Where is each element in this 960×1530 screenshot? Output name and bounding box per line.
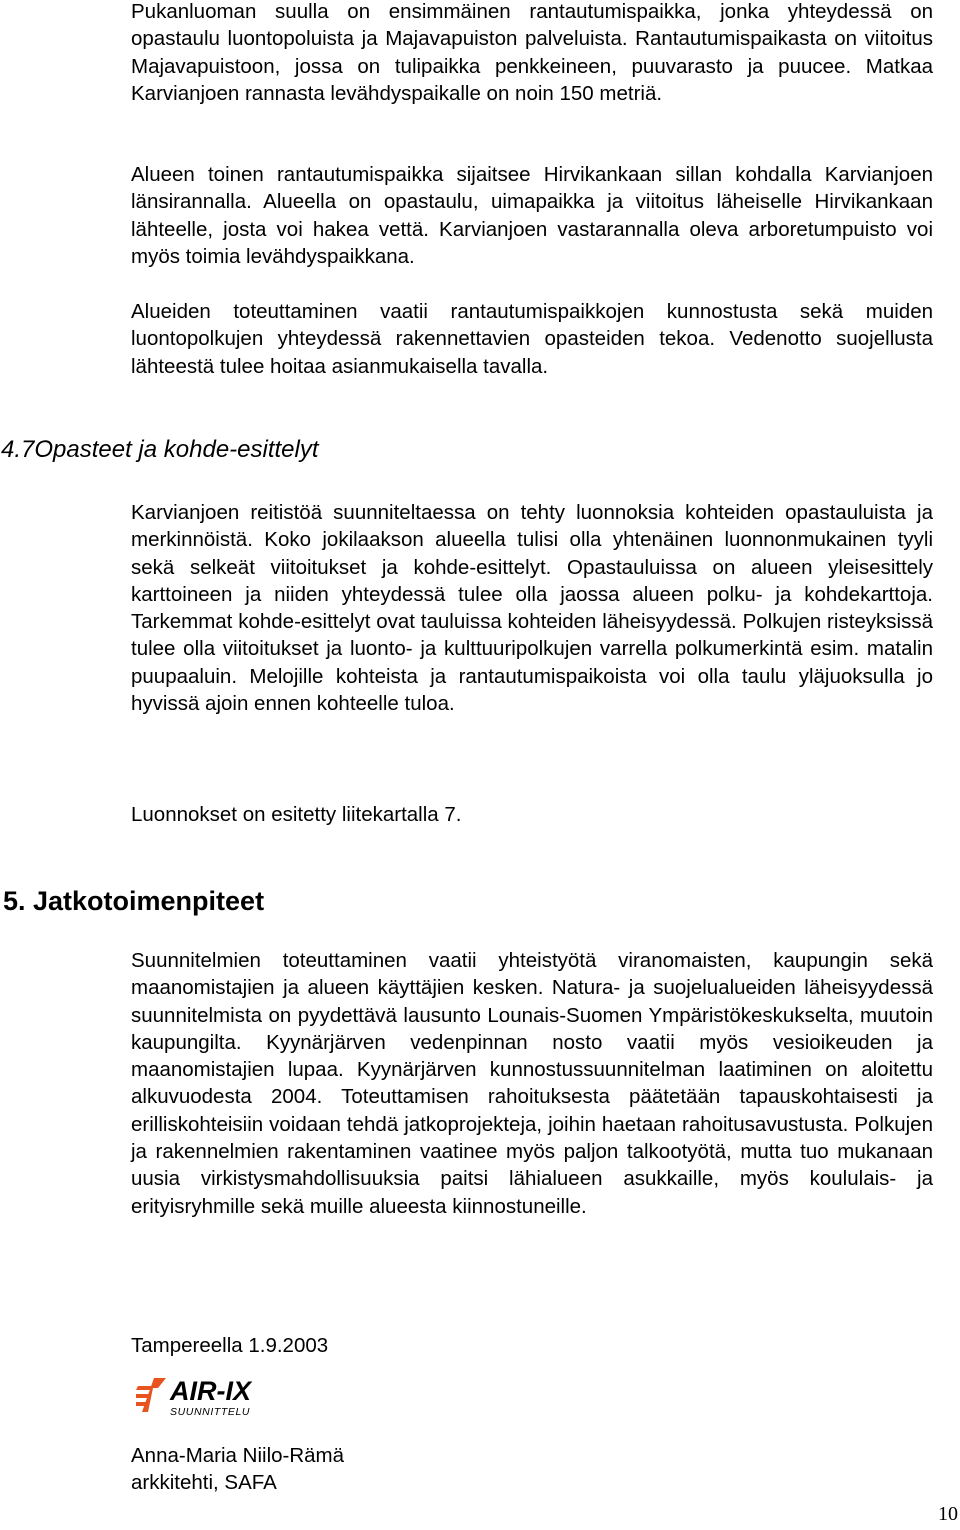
paragraph-rantautumispaikka-1: Pukanluoman suulla on ensimmäinen rantautumispaikka, jonka yhteydessä on opastaulu luontopoluista ja Majavapuiston palveluista. Rantautumispaikasta on viitoitus Majavapuistoon, jossa on tulipaikka penkkeineen, puuvarasto ja puucee. Matkaa Karvianjoen rannasta levähdyspaikalle on noin 150 metriä. [131,0,933,105]
paragraph-rantautumispaikka-2: Alueen toinen rantautumispaikka sijaitsee Hirvikankaan sillan kohdalla Karvianjoen länsirannalla. Alueella on opastaulu, uimapaikka ja viitoitus läheiselle Hirvikankaan lähteelle, josta voi hakea vettä. Karvianjoen vastarannalla oleva arboretumpuisto voi myös toimia levähdyspaikkana. [131,163,933,268]
page-number: 10 [938,1503,958,1525]
paragraph-alueiden-toteuttaminen: Alueiden toteuttaminen vaatii rantautumispaikkojen kunnostusta sekä muiden luontopolkujen yhteydessä rakennettavien opasteiden tekoa. Vedenotto suojellusta lähteestä tulee hoitaa asianmukaisella tavalla. [131,300,933,378]
airix-logo [136,1372,264,1420]
paragraph-opasteet: Karvianjoen reitistöä suunniteltaessa on tehty luonnoksia kohteiden opastauluista ja merkinnöistä. Koko jokilaakson alueella tulisi olla yhtenäinen luonnonmukainen tyyli sekä selkeät viitoitukset ja kohde-esittelyt. Opastauluissa on alueen yleisesittely karttoineen ja niiden yhteydessä tulee olla jaossa alueen polku- ja kohdekarttoja. Tarkemmat kohde-esittelyt ovat tauluissa kohteiden läheisyydessä. Polkujen risteyksissä tulee olla viitoitukset ja luonto- ja kulttuuripolkujen varrella polkumerkintä esim. matalin puupaaluin. Melojille kohteista ja rantautumispaikoista voi olla taulu yläjuoksulla jo hyvissä ajoin ennen kohteelle tuloa. [131,501,933,716]
logo-wordmark: AIR-IX [170,1376,251,1406]
section-heading-opasteet: 4.7Opasteet ja kohde-esittelyt [1,436,319,463]
paragraph-luonnokset: Luonnokset on esitetty liitekartalla 7. [131,803,462,826]
logo-a-stripe-2 [136,1394,150,1398]
paragraph-jatkotoimenpiteet: Suunnitelmien toteuttaminen vaatii yhteistyötä viranomaisten, kaupungin sekä maanomistajien ja alueen käyttäjien kesken. Natura- ja suojelualueiden läheisyydessä suunnitelmista on pyydettävä lausunto Lounais-Suomen Ympäristökeskukselta, muutoin kaupungilta. Kyynärjärven vedenpinnan nosto vaatii myös vesioikeuden ja maanomistajien lupaa. Kyynärjärven kunnostussuunnitelman laatiminen on aloitettu alkuvuodesta 2004. Toteuttamisen rahoituksesta päätetään tapauskohtaisesti ja erilliskohteisiin voidaan tehdä jatkoprojekteja, joihin haetaan rahoitusavustusta. Polkujen ja rakennelmien rakentaminen vaatinee myös paljon talkootyötä, mutta tuo mukanaan uusia virkistysmahdollisuuksia paitsi lähialueen asukkaille, myös koululais- ja erityisryhmille sekä muille alueesta kiinnostuneille. [131,949,933,1218]
signatory-name: Anna-Maria Niilo-Rämä [131,1444,345,1467]
signatory-title: arkkitehti, SAFA [131,1471,277,1494]
logo-a-stripe-1 [136,1386,152,1390]
logo-subtext: SUUNNITTELU [170,1406,251,1418]
section-heading-jatkotoimenpiteet: 5. Jatkotoimenpiteet [3,886,265,916]
logo-a-stripe-3 [136,1402,148,1406]
place-date: Tampereella 1.9.2003 [131,1334,329,1357]
